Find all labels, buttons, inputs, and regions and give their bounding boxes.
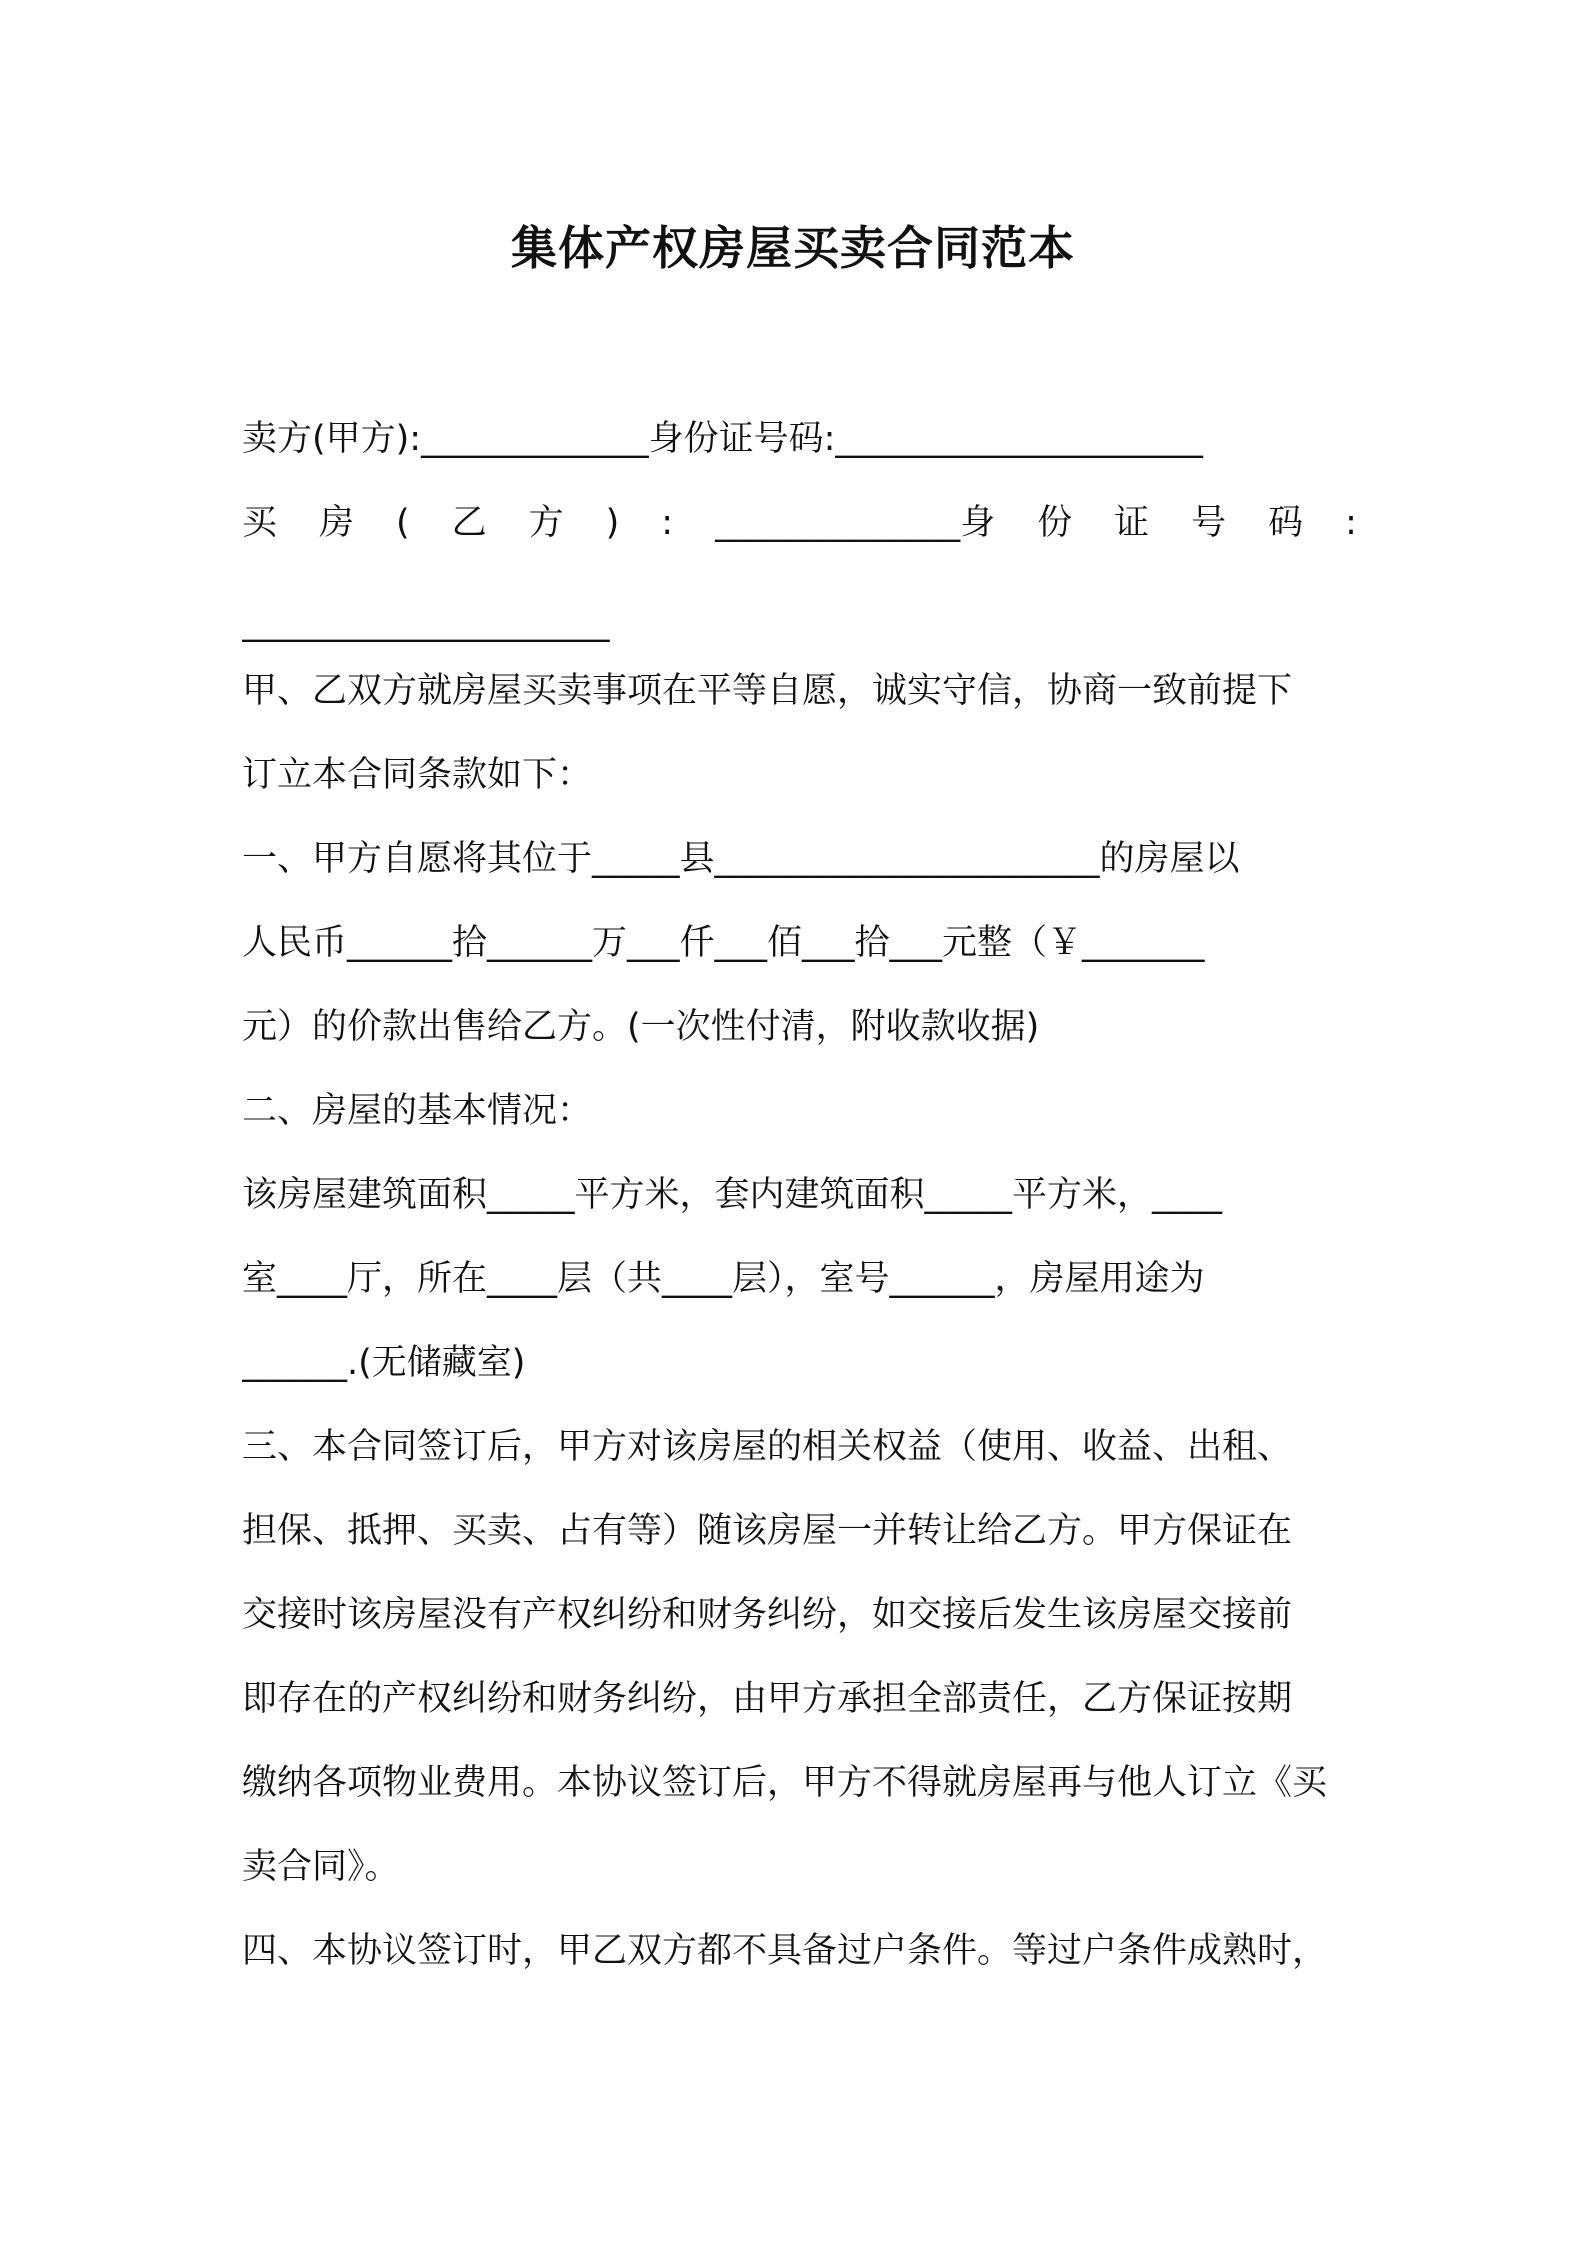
body-line: ______.(无储藏室): [242, 1343, 526, 1383]
buyer-line: [242, 498, 1357, 548]
body-line: 卖合同》。: [242, 1847, 400, 1887]
buyer-char: 号: [1191, 503, 1227, 543]
buyer-char: 买: [242, 503, 278, 543]
buyer-char: :: [1345, 503, 1357, 543]
body-line: 元）的价款出售给乙方。(一次性付清，附收款收据): [242, 1007, 1040, 1047]
buyer-char: (: [396, 503, 410, 543]
document-title: 集体产权房屋买卖合同范本: [511, 221, 1075, 275]
seller-line: 卖方(甲方):_____________身份证号码:_____________________: [242, 419, 1203, 459]
buyer-id-blank: _____________________: [242, 603, 610, 643]
body-line: 订立本合同条款如下：: [242, 755, 593, 795]
body-line: 室____厅，所在____层（共____层），室号______，房屋用途为: [242, 1259, 1205, 1299]
buyer-char: 份: [1037, 503, 1073, 543]
body-line: 该房屋建筑面积_____平方米，套内建筑面积_____平方米，____: [242, 1175, 1223, 1215]
body-line: 缴纳各项物业费用。本协议签订后，甲方不得就房屋再与他人订立《买: [242, 1763, 1328, 1803]
buyer-char: 证: [1114, 503, 1150, 543]
body-line: 交接时该房屋没有产权纠纷和财务纠纷，如交接后发生该房屋交接前: [242, 1595, 1293, 1635]
body-line: 四、本协议签订时，甲乙双方都不具备过户条件。等过户条件成熟时，: [242, 1931, 1328, 1971]
body-line: 人民币______拾______万___仟___佰___拾___元整（￥_______: [242, 923, 1205, 963]
body-line: 担保、抵押、买卖、占有等）随该房屋一并转让给乙方。甲方保证在: [242, 1511, 1293, 1551]
buyer-char: 方: [528, 503, 564, 543]
buyer-char: ______________身: [715, 503, 996, 543]
body-line: 二、房屋的基本情况：: [242, 1091, 593, 1131]
body-line: 三、本合同签订后，甲方对该房屋的相关权益（使用、收益、出租、: [242, 1427, 1293, 1467]
buyer-char: 房: [319, 503, 355, 543]
buyer-char: :: [661, 503, 674, 543]
buyer-char: 乙: [451, 503, 487, 543]
body-line: 即存在的产权纠纷和财务纠纷，由甲方承担全部责任，乙方保证按期: [242, 1679, 1293, 1719]
buyer-char: ): [605, 503, 620, 543]
buyer-char: 码: [1268, 503, 1304, 543]
body-line: 甲、乙双方就房屋买卖事项在平等自愿，诚实守信，协商一致前提下: [242, 671, 1293, 711]
body-line: 一、甲方自愿将其位于_____县______________________的房屋以: [242, 839, 1240, 879]
